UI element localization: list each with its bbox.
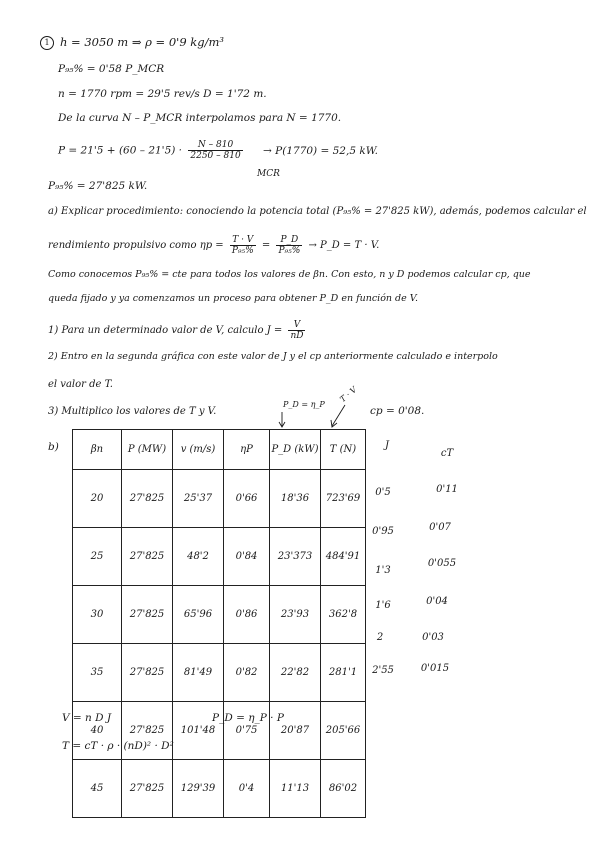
cell-eta: 0'75: [224, 702, 270, 760]
cell-thrust: 86'02: [321, 760, 366, 818]
cell-eta: 0'84: [224, 528, 270, 586]
header-thrust: T (N): [321, 430, 366, 470]
cell-eta: 0'66: [224, 470, 270, 528]
cell-velocity: 101'48: [173, 702, 224, 760]
table-row: [73, 586, 366, 644]
cell-thrust: 723'69: [321, 470, 366, 528]
interp-denominator: 2250 – 810: [190, 151, 241, 161]
cell-eta: 0'4: [224, 760, 270, 818]
j-numerator: V: [288, 320, 305, 331]
cell-power: 27'825: [122, 470, 173, 528]
cell-eta: 0'86: [224, 586, 270, 644]
cell-thrust: 281'1: [321, 644, 366, 702]
cell-power: 27'825: [122, 760, 173, 818]
cell-power: 27'825: [122, 586, 173, 644]
step-2b: el valor de T.: [48, 379, 113, 390]
side-ct: 0'07: [429, 522, 451, 533]
tv-note: T · V: [338, 385, 359, 404]
side-header-ct: cT: [440, 448, 454, 459]
side-ct: 0'04: [426, 596, 448, 607]
side-j: 1'6: [375, 600, 391, 611]
cell-eta: 0'82: [224, 644, 270, 702]
table-row: [73, 644, 366, 702]
power-ratio-line: P₉₅% = 0'58 P_MCR: [58, 63, 165, 75]
side-ct: 0'015: [420, 663, 450, 674]
pd-note: P_D = η_P: [283, 400, 325, 409]
cell-thrust: 205'66: [321, 702, 366, 760]
side-ct: 0'11: [436, 484, 458, 495]
cp-value: cp = 0'08.: [370, 405, 425, 417]
interp-numerator: N – 810: [188, 140, 242, 151]
altitude-density-line: h = 3050 m ⇒ ρ = 0'9 kg/m³: [60, 35, 225, 49]
cell-thrust: 362'8: [321, 586, 366, 644]
cell-velocity: 48'2: [173, 528, 224, 586]
table-header-row: [73, 430, 366, 470]
results-table: [72, 429, 366, 818]
cell-pd: 18'36: [270, 470, 321, 528]
part-b-label: b): [48, 441, 59, 453]
header-velocity: v (m/s): [173, 430, 224, 470]
header-power: P (MW): [122, 430, 173, 470]
step-1-text: 1) Para un determinado valor de V, calculo J =: [48, 325, 283, 336]
eta-frac1-num: T · V: [230, 235, 256, 246]
cell-pd: 11'13: [270, 760, 321, 818]
table-row: [73, 470, 366, 528]
eta-prefix: rendimiento propulsivo como ηp =: [48, 240, 224, 251]
cell-beta: 25: [73, 528, 122, 586]
eta-frac2-num: P_D: [276, 235, 302, 246]
cell-velocity: 65'96: [173, 586, 224, 644]
side-ct: 0'03: [422, 632, 444, 643]
cell-power: 27'825: [122, 528, 173, 586]
cell-power: 27'825: [122, 644, 173, 702]
header-pd: P_D (kW): [270, 430, 321, 470]
side-ct: 0'055: [427, 558, 457, 569]
interp-rhs: → P(1770) = 52,5 kW.: [263, 144, 378, 157]
cell-beta: 35: [73, 644, 122, 702]
part-a-paragraph-4: queda fijado y ya comenzamos un proceso para obtener P_D en función de V.: [48, 293, 418, 304]
interp-subscript: MCR: [257, 169, 280, 179]
table-row: [73, 760, 366, 818]
eta-frac2-den: P₉₅%: [278, 246, 301, 256]
cell-beta: 45: [73, 760, 122, 818]
total-power-line: P₉₅% = 27'825 kW.: [48, 180, 148, 192]
side-j: 2'55: [372, 665, 394, 676]
interpolation-note: De la curva N – P_MCR interpolamos para N = 1770.: [58, 112, 342, 124]
cell-thrust: 484'91: [321, 528, 366, 586]
arrow-tv: [332, 405, 345, 426]
velocity-formula: V = n D J: [62, 712, 112, 724]
cell-velocity: 25'37: [173, 470, 224, 528]
header-eta: ηP: [224, 430, 270, 470]
cell-velocity: 129'39: [173, 760, 224, 818]
j-denominator: nD: [290, 331, 304, 341]
thrust-formula: T = cT · ρ · (nD)² · D²: [62, 740, 174, 752]
eta-postfix: → P_D = T · V.: [308, 240, 380, 251]
step-3: 3) Multiplico los valores de T y V.: [48, 406, 217, 417]
side-j: 0'5: [375, 487, 391, 498]
step-2: 2) Entro en la segunda gráfica con este valor de J y el cp anteriormente calculado e interpolo: [48, 351, 498, 362]
side-j: 1'3: [375, 565, 391, 576]
side-j: 2: [376, 632, 384, 643]
part-a-paragraph-1: a) Explicar procedimiento: conociendo la potencia total (P₉₅% = 27'825 kW), además, podemos calcular el: [48, 206, 587, 217]
cell-pd: 22'82: [270, 644, 321, 702]
side-j: 0'95: [372, 526, 394, 537]
cell-power: 27'825: [122, 702, 173, 760]
cell-velocity: 81'49: [173, 644, 224, 702]
problem-number: 1: [40, 36, 54, 50]
cell-beta: 40: [73, 702, 122, 760]
table-row: [73, 528, 366, 586]
cell-pd: 20'87: [270, 702, 321, 760]
delivered-power-formula: P_D = η_P · P: [212, 712, 284, 724]
side-header-j: J: [384, 440, 389, 451]
interp-lhs: P = 21'5 + (60 – 21'5) ·: [58, 144, 183, 157]
propulsive-efficiency-line: rendimiento propulsivo como ηp = $\frac{T \cdot V}{\text{P₉₅\%}}$ = $\frac{P\_D}{\text{P₉₅\%}}$ → P_D = T · V.: [48, 235, 380, 256]
cell-pd: 23'93: [270, 586, 321, 644]
cell-beta: 20: [73, 470, 122, 528]
eta-frac1-den: P₉₅%: [231, 246, 254, 256]
part-a-paragraph-3: Como conocemos P₉₅% = cte para todos los valores de βn. Con esto, n y D podemos calcular cp, que: [48, 269, 531, 280]
cell-beta: 30: [73, 586, 122, 644]
rpm-diameter-line: n = 1770 rpm = 29'5 rev/s D = 1'72 m.: [58, 88, 267, 100]
header-beta: βn: [73, 430, 122, 470]
cell-pd: 23'373: [270, 528, 321, 586]
